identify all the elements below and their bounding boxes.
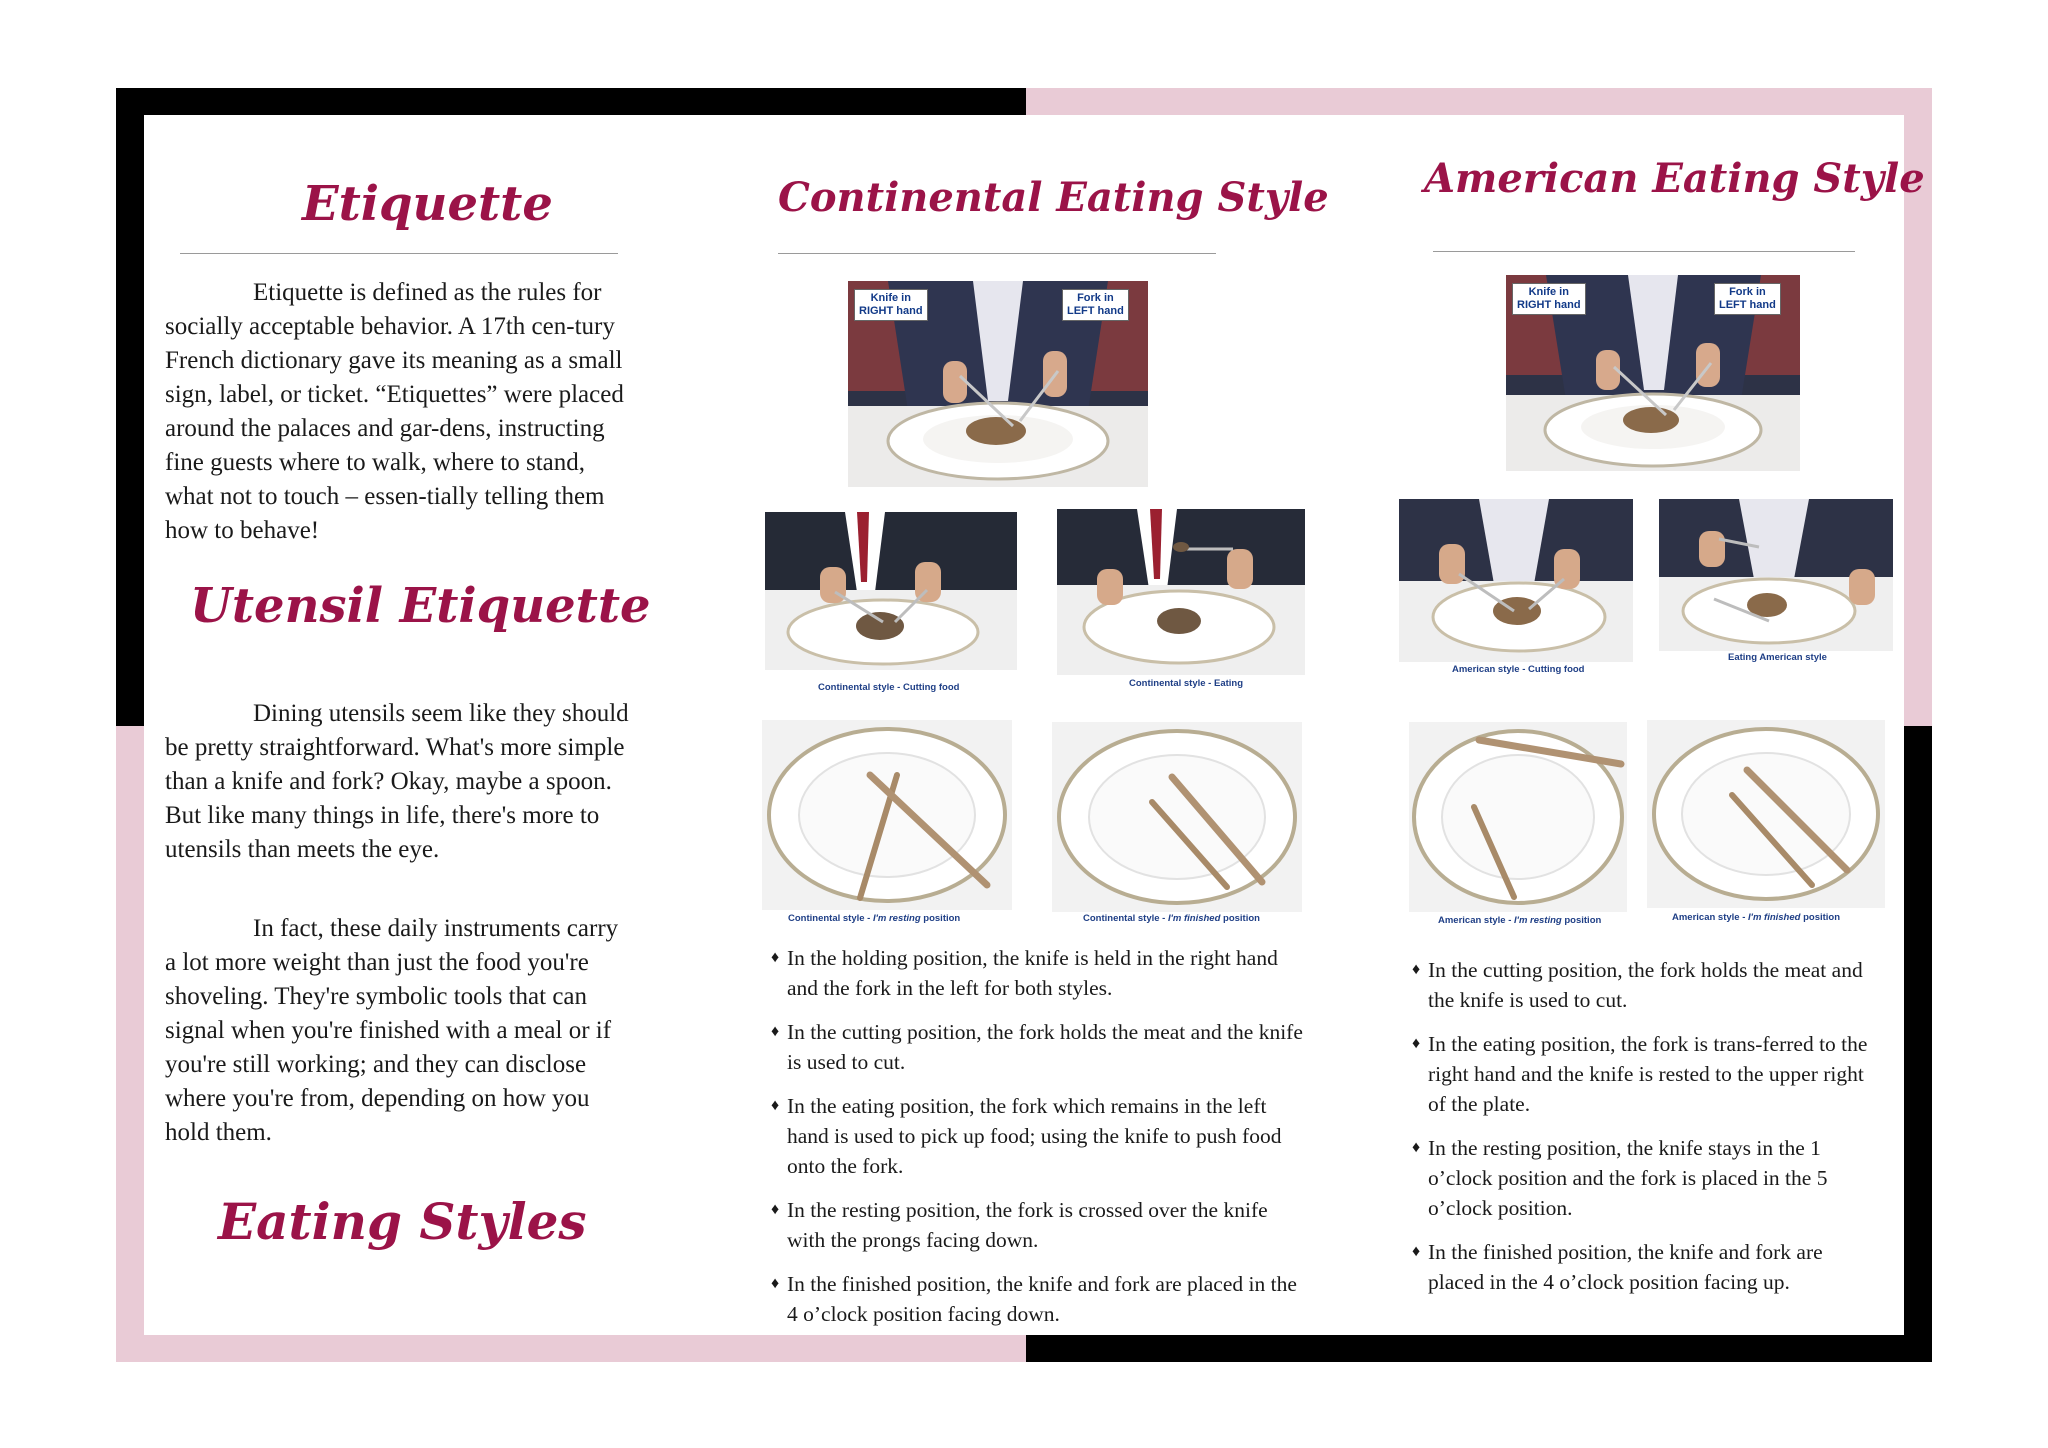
american-holding-photo	[1506, 275, 1800, 471]
continental-knife-label: Knife in RIGHT hand	[854, 289, 928, 321]
continental-heading: Continental Eating Style	[778, 174, 1329, 221]
continental-finished-caption: Continental style - I'm finished position	[1083, 913, 1260, 924]
bullet-diamond-icon: ♦	[1412, 1243, 1421, 1260]
utensil-paragraph-2: In fact, these daily instruments carry a lot more weight than just the food you're shoveling. They're symbolic tools that can signal when you're finished with a meal or if you're still working; and they can disclose where you're from, depending on how you hold them.	[165, 915, 619, 1146]
list-item: ♦ In the cutting position, the fork holds the meat and the knife is used to cut.	[771, 1017, 1311, 1077]
american-bullet-list	[1412, 955, 1882, 1297]
continental-holding-photo	[848, 281, 1148, 487]
frame-left-lower-pink	[116, 726, 144, 1362]
continental-cutting-photo	[765, 512, 1017, 678]
american-fork-label: Fork in LEFT hand	[1714, 283, 1781, 315]
american-eating-photo	[1659, 499, 1893, 651]
continental-divider	[778, 253, 1216, 254]
utensil-paragraph-1: Dining utensils seem like they should be pretty straightforward. What's more simple than a knife and fork? Okay, maybe a spoon. But like many things in life, there's more to utensils than meets the eye.	[165, 700, 629, 863]
bullet-diamond-icon: ♦	[1412, 961, 1421, 978]
frame-bottom-left-pink	[116, 1334, 1026, 1362]
list-item: ♦ In the eating position, the fork is trans-ferred to the right hand and the knife is rested to the upper right of the plate.	[1412, 1029, 1882, 1119]
list-item: ♦ In the finished position, the knife and fork are placed in the 4 o’clock position facing down.	[771, 1269, 1311, 1329]
list-item: ♦ In the eating position, the fork which remains in the left hand is used to pick up food; using the knife to push food onto the fork.	[771, 1091, 1311, 1181]
continental-bullet-list	[771, 943, 1311, 1329]
bullet-diamond-icon: ♦	[771, 1023, 780, 1040]
continental-eating-caption: Continental style - Eating	[1129, 678, 1244, 689]
bullet-diamond-icon: ♦	[771, 1097, 780, 1114]
bullet-diamond-icon: ♦	[1412, 1139, 1421, 1156]
list-item: ♦ In the finished position, the knife and fork are placed in the 4 o’clock position facing up.	[1412, 1237, 1882, 1297]
frame-top-left-black	[116, 88, 1026, 116]
continental-finished-photo	[1052, 722, 1302, 912]
american-resting-caption: American style - I'm resting position	[1438, 915, 1602, 926]
continental-fork-label: Fork in LEFT hand	[1062, 289, 1129, 321]
american-cutting-photo	[1399, 499, 1633, 662]
continental-eating-photo	[1057, 509, 1305, 675]
american-heading: American Eating Style	[1424, 155, 1925, 202]
etiquette-heading: Etiquette	[302, 176, 553, 232]
american-cutting-caption: American style - Cutting food	[1452, 664, 1585, 675]
bullet-diamond-icon: ♦	[771, 949, 780, 966]
etiquette-divider	[180, 253, 618, 254]
list-item: ♦ In the cutting position, the fork holds the meat and the knife is used to cut.	[1412, 955, 1882, 1015]
american-eating-caption: Eating American style	[1728, 652, 1827, 663]
frame-top-right-pink	[1026, 88, 1932, 116]
etiquette-paragraph: Etiquette is defined as the rules for socially acceptable behavior. A 17th cen-tury French dictionary gave its meaning as a small sign, label, or ticket. “Etiquettes” were placed around the palaces and gar-dens, instructing fine guests where to walk, where to stand, what not to touch – essen-tially telling them how to behave!	[165, 279, 624, 544]
continental-resting-caption: Continental style - I'm resting position	[788, 913, 961, 924]
bullet-diamond-icon: ♦	[771, 1201, 780, 1218]
continental-resting-photo	[762, 720, 1012, 910]
utensil-etiquette-heading: Utensil Etiquette	[190, 578, 651, 634]
bullet-diamond-icon: ♦	[771, 1275, 780, 1292]
frame-left-upper-black	[116, 88, 144, 726]
american-resting-photo	[1409, 722, 1627, 912]
american-finished-photo	[1647, 720, 1885, 908]
american-knife-label: Knife in RIGHT hand	[1512, 283, 1586, 315]
continental-cutting-caption: Continental style - Cutting food	[818, 682, 960, 693]
american-finished-caption: American style - I'm finished position	[1672, 912, 1841, 923]
american-divider	[1433, 251, 1855, 252]
frame-right-lower-black	[1904, 726, 1932, 1362]
list-item: ♦ In the holding position, the knife is held in the right hand and the fork in the left for both styles.	[771, 943, 1311, 1003]
frame-bottom-right-black	[1026, 1334, 1932, 1362]
list-item: ♦ In the resting position, the knife stays in the 1 o’clock position and the fork is placed in the 5 o’clock position.	[1412, 1133, 1882, 1223]
bullet-diamond-icon: ♦	[1412, 1035, 1421, 1052]
list-item: ♦ In the resting position, the fork is crossed over the knife with the prongs facing down.	[771, 1195, 1311, 1255]
eating-styles-heading: Eating Styles	[218, 1192, 587, 1251]
